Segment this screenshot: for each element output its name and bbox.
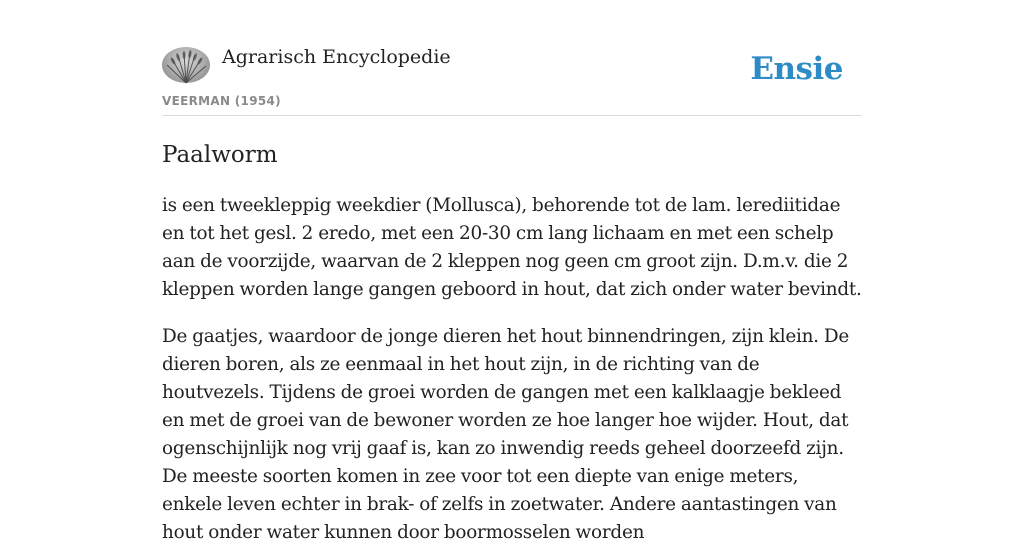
publication-subtitle: VEERMAN (1954) [162, 94, 281, 108]
publication-header [162, 0, 862, 116]
page-title: Paalworm [162, 142, 278, 168]
article-paragraph: is een tweekleppig weekdier (Mollusca), behorende tot de lam. lerediitidae en tot het gesl. 2 eredo, met een 20-30 cm lang lichaam en met een schelp aan de voorzijde, waarvan de 2 kleppen nog geen cm groot zijn. D.m.v. die 2 kleppen worden lange gangen geboord in hout, dat zich onder water bevindt. [162, 195, 862, 300]
publication-title[interactable]: Agrarisch Encyclopedie [222, 46, 451, 68]
brand-logo[interactable]: Ensie [750, 51, 843, 87]
wheat-sheaf-icon[interactable] [162, 47, 210, 83]
article-paragraph: De gaatjes, waardoor de jonge dieren het hout binnendringen, zijn klein. De dieren boren, als ze eenmaal in het hout zijn, in de richting van de houtvezels. Tijdens de groei worden de gangen met een kalklaagje bekleed en met de groei van de bewoner worden ze hoe langer hoe wijder. Hout, dat ogenschijnlijk nog vrij gaaf is, kan zo inwendig reeds geheel doorzeefd zijn. De meeste soorten komen in zee voor tot een diepte van enige meters, enkele leven echter in brak- of zelfs in zoetwater. Andere aantastingen van hout onder water kunnen door boormosselen worden [162, 326, 850, 543]
page-content [162, 0, 862, 547]
